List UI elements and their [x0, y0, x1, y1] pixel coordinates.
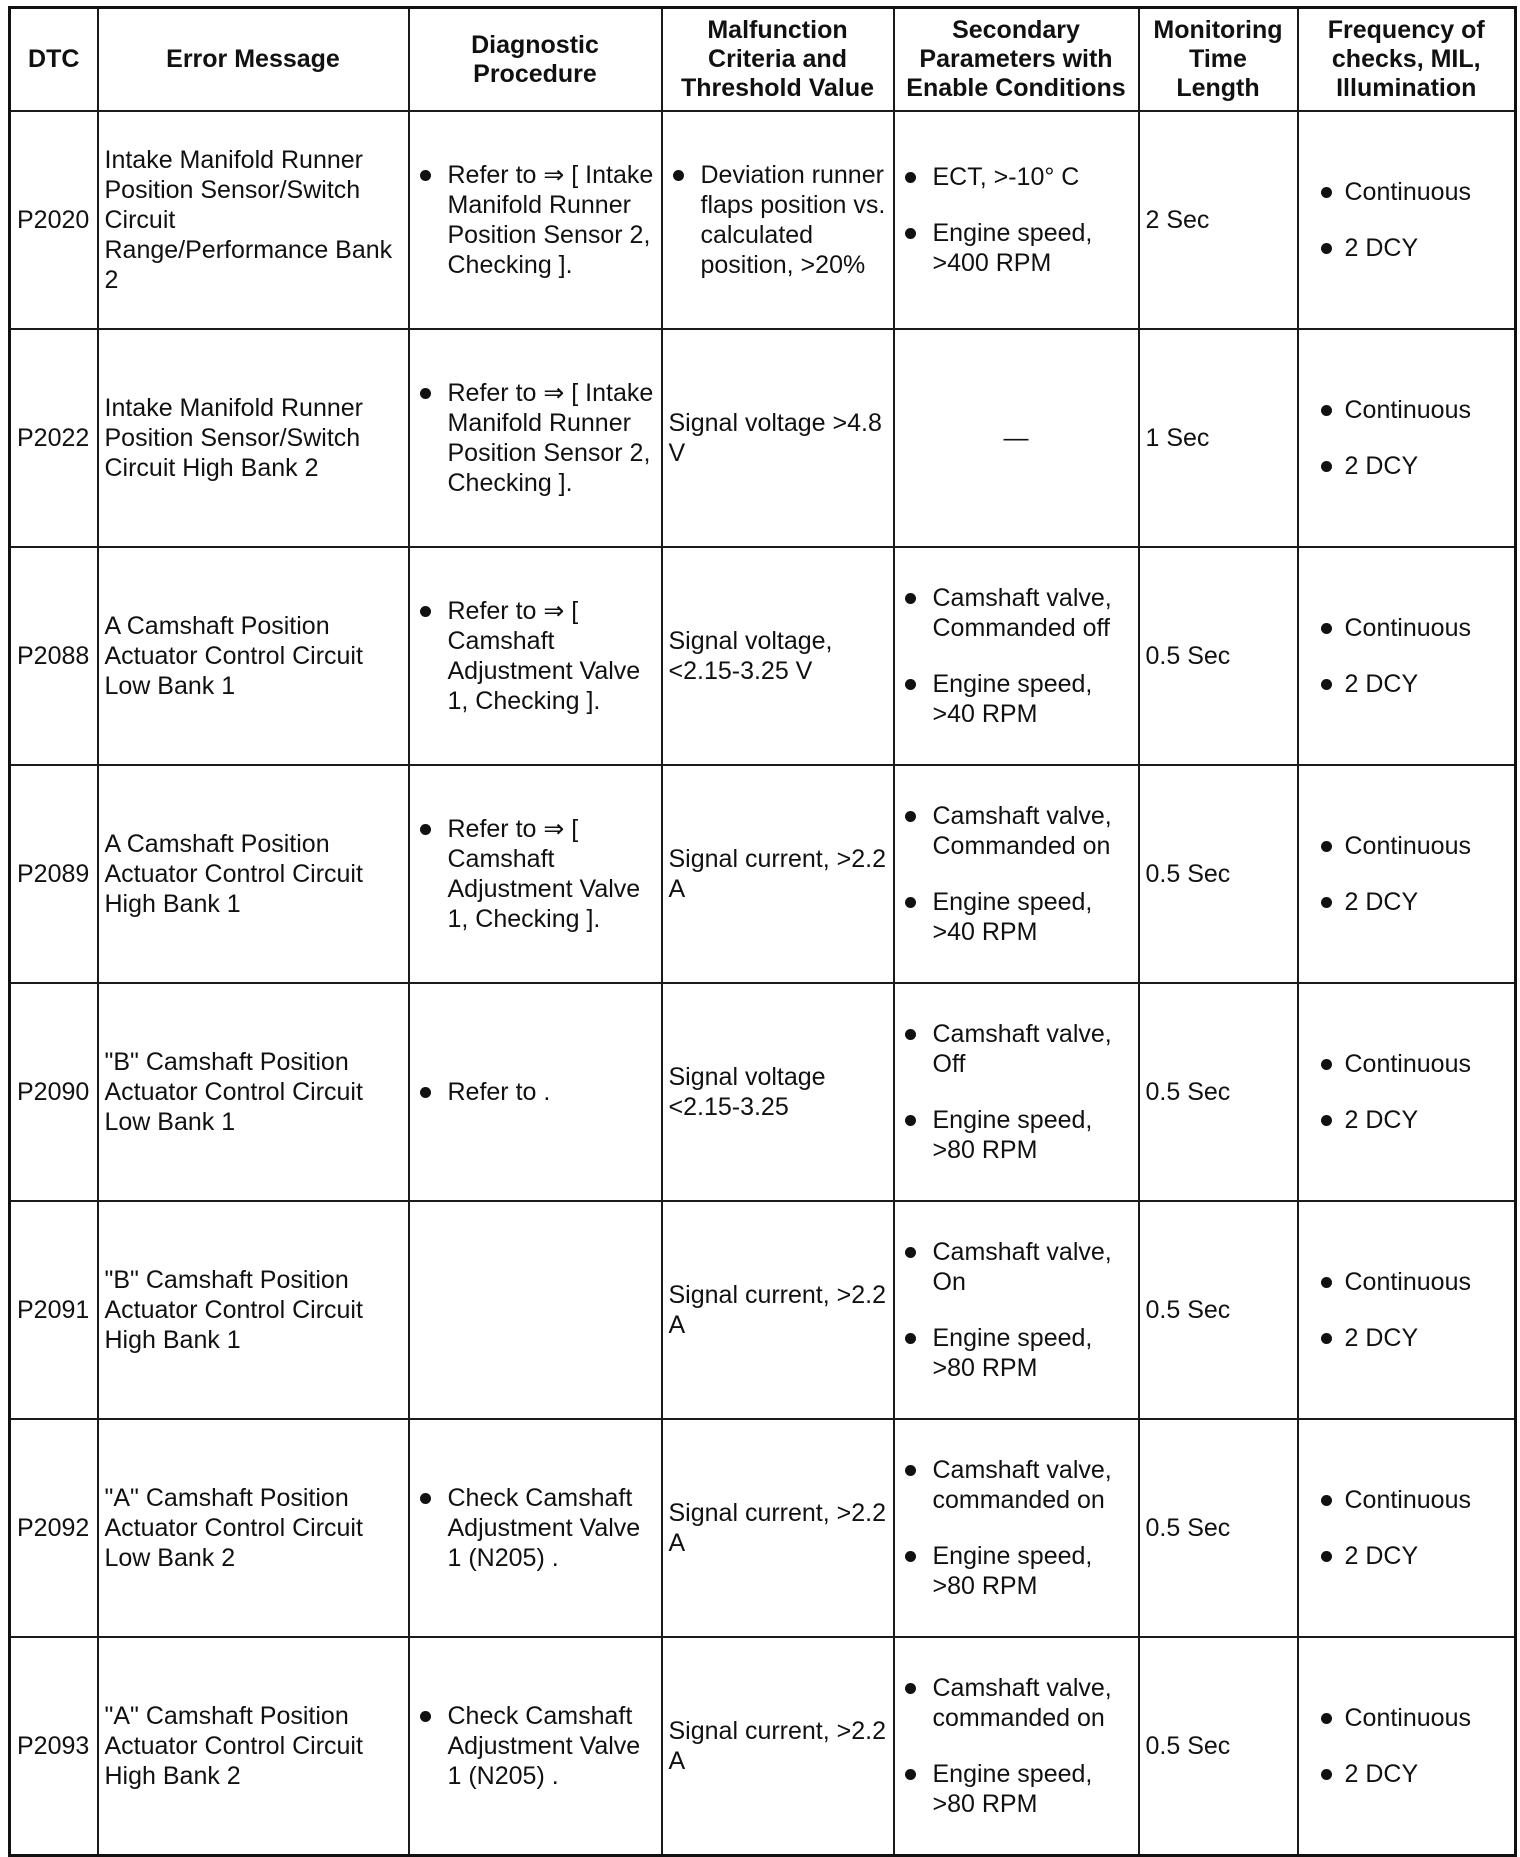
dtc-code: P2093 — [10, 1637, 98, 1855]
secondary-item: Camshaft valve, commanded on — [901, 1455, 1132, 1515]
header-error-message: Error Message — [98, 8, 409, 112]
table-row — [10, 111, 1516, 329]
frequency-item: 2 DCY — [1305, 1323, 1509, 1353]
frequency — [1298, 765, 1516, 983]
malfunction-criteria: Signal current, >2.2 A — [662, 765, 894, 983]
diagnostic-procedure — [409, 1419, 662, 1637]
dtc-code: P2092 — [10, 1419, 98, 1637]
secondary-parameters — [894, 111, 1139, 329]
secondary-parameters — [894, 983, 1139, 1201]
malfunction-criteria: Signal current, >2.2 A — [662, 1419, 894, 1637]
secondary-parameters — [894, 765, 1139, 983]
secondary-item: Camshaft valve, Commanded off — [901, 583, 1132, 643]
monitoring-time: 0.5 Sec — [1139, 547, 1298, 765]
frequency — [1298, 547, 1516, 765]
table-row — [10, 1201, 1516, 1419]
dtc-code: P2091 — [10, 1201, 98, 1419]
monitoring-time: 1 Sec — [1139, 329, 1298, 547]
secondary-parameters: — — [894, 329, 1139, 547]
secondary-item: Engine speed, >80 RPM — [901, 1323, 1132, 1383]
frequency — [1298, 1419, 1516, 1637]
header-malfunction-criteria: Malfunction Criteria and Threshold Value — [662, 8, 894, 112]
monitoring-time: 2 Sec — [1139, 111, 1298, 329]
table-row — [10, 1637, 1516, 1855]
frequency-item: 2 DCY — [1305, 1541, 1509, 1571]
frequency-item: 2 DCY — [1305, 1759, 1509, 1789]
procedure-item: Check Camshaft Adjustment Valve 1 (N205) . — [416, 1483, 655, 1573]
frequency-item: Continuous — [1305, 395, 1509, 425]
table-row — [10, 1419, 1516, 1637]
procedure-item: Check Camshaft Adjustment Valve 1 (N205) . — [416, 1701, 655, 1791]
header-dtc: DTC — [10, 8, 98, 112]
header-row — [10, 8, 1516, 112]
dtc-code: P2022 — [10, 329, 98, 547]
monitoring-time: 0.5 Sec — [1139, 1637, 1298, 1855]
monitoring-time: 0.5 Sec — [1139, 765, 1298, 983]
frequency-item: Continuous — [1305, 177, 1509, 207]
malfunction-criteria: Signal voltage <2.15-3.25 — [662, 983, 894, 1201]
secondary-item: Camshaft valve, commanded on — [901, 1673, 1132, 1733]
monitoring-time: 0.5 Sec — [1139, 983, 1298, 1201]
procedure-item: Refer to ⇒ [ Intake Manifold Runner Position Sensor 2, Checking ]. — [416, 378, 655, 498]
procedure-item: Refer to ⇒ [ Intake Manifold Runner Position Sensor 2, Checking ]. — [416, 160, 655, 280]
dtc-code: P2088 — [10, 547, 98, 765]
secondary-item: Engine speed, >80 RPM — [901, 1759, 1132, 1819]
malfunction-criteria: Signal current, >2.2 A — [662, 1201, 894, 1419]
table-row — [10, 547, 1516, 765]
malfunction-criteria: Signal current, >2.2 A — [662, 1637, 894, 1855]
frequency-item: 2 DCY — [1305, 233, 1509, 263]
frequency-item: Continuous — [1305, 1049, 1509, 1079]
malfunction-criteria: Signal voltage >4.8 V — [662, 329, 894, 547]
secondary-item: Engine speed, >80 RPM — [901, 1541, 1132, 1601]
secondary-item: Engine speed, >40 RPM — [901, 887, 1132, 947]
frequency-item: 2 DCY — [1305, 1105, 1509, 1135]
header-diagnostic-procedure: Diagnostic Procedure — [409, 8, 662, 112]
secondary-parameters — [894, 1637, 1139, 1855]
error-message: A Camshaft Position Actuator Control Circuit High Bank 1 — [98, 765, 409, 983]
frequency-item: 2 DCY — [1305, 669, 1509, 699]
procedure-item: Refer to ⇒ [ Camshaft Adjustment Valve 1, Checking ]. — [416, 814, 655, 934]
secondary-parameters — [894, 1419, 1139, 1637]
dtc-code: P2090 — [10, 983, 98, 1201]
error-message: Intake Manifold Runner Position Sensor/Switch Circuit High Bank 2 — [98, 329, 409, 547]
error-message: A Camshaft Position Actuator Control Circuit Low Bank 1 — [98, 547, 409, 765]
diagnostic-procedure — [409, 1637, 662, 1855]
secondary-item: Engine speed, >80 RPM — [901, 1105, 1132, 1165]
table-row — [10, 765, 1516, 983]
secondary-item: Camshaft valve, Commanded on — [901, 801, 1132, 861]
procedure-item: Refer to ⇒ [ Camshaft Adjustment Valve 1, Checking ]. — [416, 596, 655, 716]
header-frequency: Frequency of checks, MIL, Illumination — [1298, 8, 1516, 112]
secondary-parameters — [894, 1201, 1139, 1419]
frequency-item: Continuous — [1305, 1267, 1509, 1297]
malfunction-criteria — [662, 111, 894, 329]
dtc-code: P2089 — [10, 765, 98, 983]
error-message: "A" Camshaft Position Actuator Control Circuit High Bank 2 — [98, 1637, 409, 1855]
secondary-parameters — [894, 547, 1139, 765]
diagnostic-procedure — [409, 983, 662, 1201]
error-message: Intake Manifold Runner Position Sensor/Switch Circuit Range/Performance Bank 2 — [98, 111, 409, 329]
secondary-item: ECT, >-10° C — [901, 162, 1132, 192]
monitoring-time: 0.5 Sec — [1139, 1419, 1298, 1637]
table-row — [10, 983, 1516, 1201]
error-message: "A" Camshaft Position Actuator Control Circuit Low Bank 2 — [98, 1419, 409, 1637]
diagnostic-procedure — [409, 111, 662, 329]
monitoring-time: 0.5 Sec — [1139, 1201, 1298, 1419]
frequency-item: Continuous — [1305, 613, 1509, 643]
secondary-item: Camshaft valve, On — [901, 1237, 1132, 1297]
diagnostic-procedure — [409, 547, 662, 765]
header-secondary-parameters: Secondary Parameters with Enable Conditions — [894, 8, 1139, 112]
header-monitoring-time: Monitoring Time Length — [1139, 8, 1298, 112]
frequency — [1298, 329, 1516, 547]
frequency-item: Continuous — [1305, 1485, 1509, 1515]
malfunction-item: Deviation runner flaps position vs. calculated position, >20% — [669, 160, 887, 280]
diagnostic-procedure — [409, 1201, 662, 1419]
diagnostic-procedure — [409, 765, 662, 983]
frequency-item: 2 DCY — [1305, 451, 1509, 481]
table-row — [10, 329, 1516, 547]
error-message: "B" Camshaft Position Actuator Control Circuit High Bank 1 — [98, 1201, 409, 1419]
secondary-item: Camshaft valve, Off — [901, 1019, 1132, 1079]
frequency-item: 2 DCY — [1305, 887, 1509, 917]
frequency — [1298, 1201, 1516, 1419]
frequency — [1298, 111, 1516, 329]
dtc-table — [8, 6, 1517, 1857]
frequency — [1298, 1637, 1516, 1855]
frequency-item: Continuous — [1305, 1703, 1509, 1733]
procedure-item: Refer to . — [416, 1077, 655, 1107]
secondary-item: Engine speed, >40 RPM — [901, 669, 1132, 729]
dtc-code: P2020 — [10, 111, 98, 329]
diagnostic-procedure — [409, 329, 662, 547]
secondary-item: Engine speed, >400 RPM — [901, 218, 1132, 278]
frequency-item: Continuous — [1305, 831, 1509, 861]
malfunction-criteria: Signal voltage, <2.15-3.25 V — [662, 547, 894, 765]
frequency — [1298, 983, 1516, 1201]
error-message: "B" Camshaft Position Actuator Control Circuit Low Bank 1 — [98, 983, 409, 1201]
